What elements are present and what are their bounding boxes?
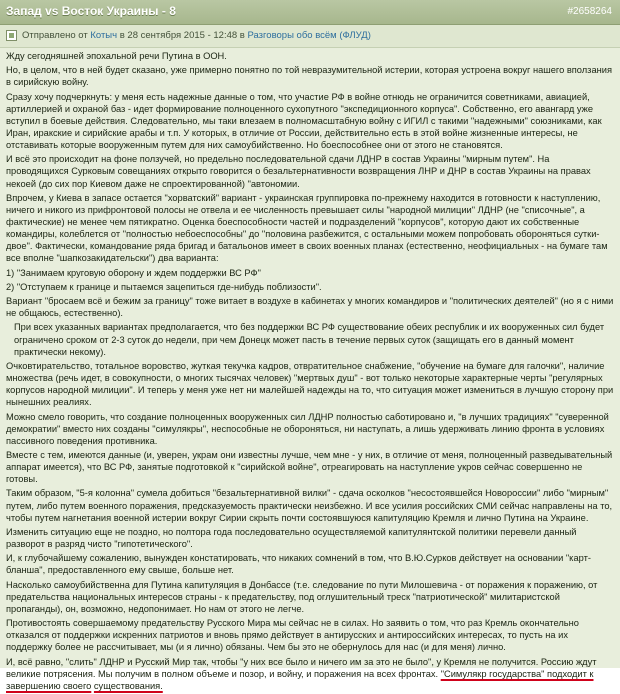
paragraph: Вариант "бросаем всё и бежим за границу" тоже витает в воздухе в кабинетах у многих командиров и "политических деятелей" (но я с ними не общаюсь, естественно). [6, 296, 614, 319]
paragraph: Насколько самоубийственна для Путина капитуляция в Донбассе (т.е. следование по пути Милошевича - от поражения к поражению, от предательства национальных интересов страны - к предательству, под оглушительный треск "патриотической" милитаристской пропаганды), он, возможно, недопонимает. Но нам от этого не легче. [6, 579, 598, 614]
author-link[interactable]: Котыч [90, 30, 118, 41]
highlighted-phrase: "Симулякр государства" подходит к завершению своего [6, 668, 594, 691]
paragraph: Вместе с тем, имеются данные (и, уверен, укрaм они известны лучше, чем мне - у них, в отличие от меня, полноценный разведывательный аппарат имеется), что ВС РФ, занятые подготовкой к "сирийской войне", отреагировать на наступление укров сейчас совершенно не готовы. [6, 449, 613, 485]
paragraph: Сразу хочу подчеркнуть: у меня есть надежные данные о том, что участие РФ в войне отнюдь не ограничится советниками, авиацией, артиллерией и охраной баз - идет формирование полноценного сухопутного "экспедиционного корпуса". Собственно, его авангард уже вступил в боевые действия. Следовательно, мы таки влезаем в полномасштабную войну с ИГИЛ с такими "надежными" союзниками, как Иран, иракские и сирийские арабы и т.п. У которых, в отличие от России, действительно есть в этой войне жизненные интересы, не отставивать которые вооруженным путем для них самоубийственно. Но боеспособнее они от этого не становятся. [6, 91, 602, 151]
paragraph: Таким образом, "5-я колонна" сумела добиться "безальтернативной вилки" - сдача осколков "несостоявшейся Новороссии" либо "мирным" путем, либо путем военного поражения, предсказуемость практически неизбежно. И все усилия российских СМИ сейчас направлены на то, чтобы путем нагнетания военной истерии вокруг Сирии скрыть почти состоявшуюся капитуляцию Кремля и лично Путина на Украине. [6, 488, 613, 523]
paragraph: И, к глубочайшему сожалению, вынужден констатировать, что никаких сомнений в том, что В.Ю.Сурков действует на основании "карт-бланша", предоставленного ему свыше, больше нет. [6, 553, 591, 576]
post-id-link[interactable]: #2658264 [567, 6, 612, 17]
topic-title[interactable]: Запад vs Восток Украины - 8 [6, 4, 176, 18]
meta-prefix: Отправлено от [22, 30, 88, 41]
paragraph: Можно смело говорить, что создание полноценных вооруженных сил ЛДНР полностью саботировано и, "в лучших традициях" "суверенной демократии" вместо них созданы "симулякры", неспособные не обороняться, ни наступать, а лишь удерживать линию фронта в условиях пассивного поведения противника. [6, 411, 609, 446]
paragraph: Очковтирательство, тотальное воровство, жуткая текучка кадров, отвратительное снабжение, "обучение на бумаге для галочки", наличие множества (речь идет, в совокупности, о многих тысячах человек) "мертвых душ" - вот только некоторые характерные черты "регулярных корпусов народной милиции". И теперь у меня уже нет ни малейшей надежды на то, что ситуация может измениться в лучшую сторону при нынешних реалиях. [6, 360, 614, 408]
post-body [6, 50, 614, 694]
paragraph: Жду сегодняшней эпохальной речи Путина в ООН. [6, 51, 227, 61]
post-header [0, 0, 620, 25]
paragraph: Впрочем, у Киева в запасе остается "хорватский" вариант - украинская группировка по-прежнему находится в готовности к наступлению, ничего и никого из прифронтовой полосы не отвела и ее численность превышает силы "народной милиции" ЛДНР (не "списочные", а фактические) не менее чем пятикратно. Оценка боеспособности частей и подразделений "корпусов", которую дают их собственные командиры, колеблется от "полностью небоеспособны" до "половина разбежится, с остальными можем попробовать обороняться сутки-двое". Фактически, командование ряда бригад и батальонов имеет в своих военных планах (естественно, неофициальных - на бумаге там все вполне "шапкозакидательски") два варианта: [6, 192, 608, 264]
paragraph: Но, в целом, что в ней будет сказано, уже примерно понятно по той невразумительной истерии, которая устроена вокруг нашего вползания в сирийскую войну. [6, 65, 612, 88]
post-meta [0, 25, 620, 48]
post-meta-line [22, 30, 371, 41]
meta-date: в 28 сентября 2015 - 12:48 в [119, 30, 245, 41]
final-paragraph-text: И, всё равно, "слить" ЛДНР и Русский Мир так, чтобы "у них все было и ничего им за это не было", у Кремля не получится. Россию ждут великие потрясения. Мы получим в полном объеме и позор, и войну, и поражения на всех фронтах. [6, 656, 597, 679]
paragraph: 2) "Отступаем к границе и пытаемся зацепиться где-нибудь поблизости". [6, 281, 322, 292]
paragraph: 1) "Занимаем круговую оборону и ждем поддержки ВС РФ" [6, 267, 261, 278]
paragraph: И всё это происходит на фоне ползучей, но предельно последовательной сдачи ЛДНР в состав Украины "мирным путем". На проводящихся Сурковым совещаниях открыто говорится о безальтернативности возвращения ЛНР и ДНР в состав Украины на правах некоей (до сих пор Киевом даже не спроектированной) "автономии. [6, 154, 591, 189]
post-icon[interactable] [6, 30, 17, 41]
final-paragraph [6, 656, 614, 692]
paragraph: Противостоять совершаемому предательству Русского Мира мы сейчас не в силах. Но заявить о том, что раз Кремль окончательно отказался от поддержки искренних патриотов и вновь прямо действует в антирусских и антироссийских интересах, то пусть на их поддержку более не рассчитывает, мы (и я лично) обязаны. Чем бы это не обернулось для нас (и для меня) лично. [6, 618, 579, 653]
paragraph: Изменить ситуацию еще не поздно, но полтора года последовательно осуществляемой капитулянтской политики перевели данный разворот в разряд чисто "гипотетического". [6, 526, 577, 549]
highlighted-phrase-end: существования. [93, 680, 163, 691]
paragraph: При всех указанных вариантах предполагается, что без поддержки ВС РФ существование обеих республик и их вооруженных сил будет ограничено сроком от 2-3 суток до недели, при чем Донецк может пасть в течение первых суток (защищать его в данный момент практически некому). [14, 322, 605, 357]
forum-link[interactable]: Разговоры обо всём (ФЛУД) [247, 30, 371, 41]
